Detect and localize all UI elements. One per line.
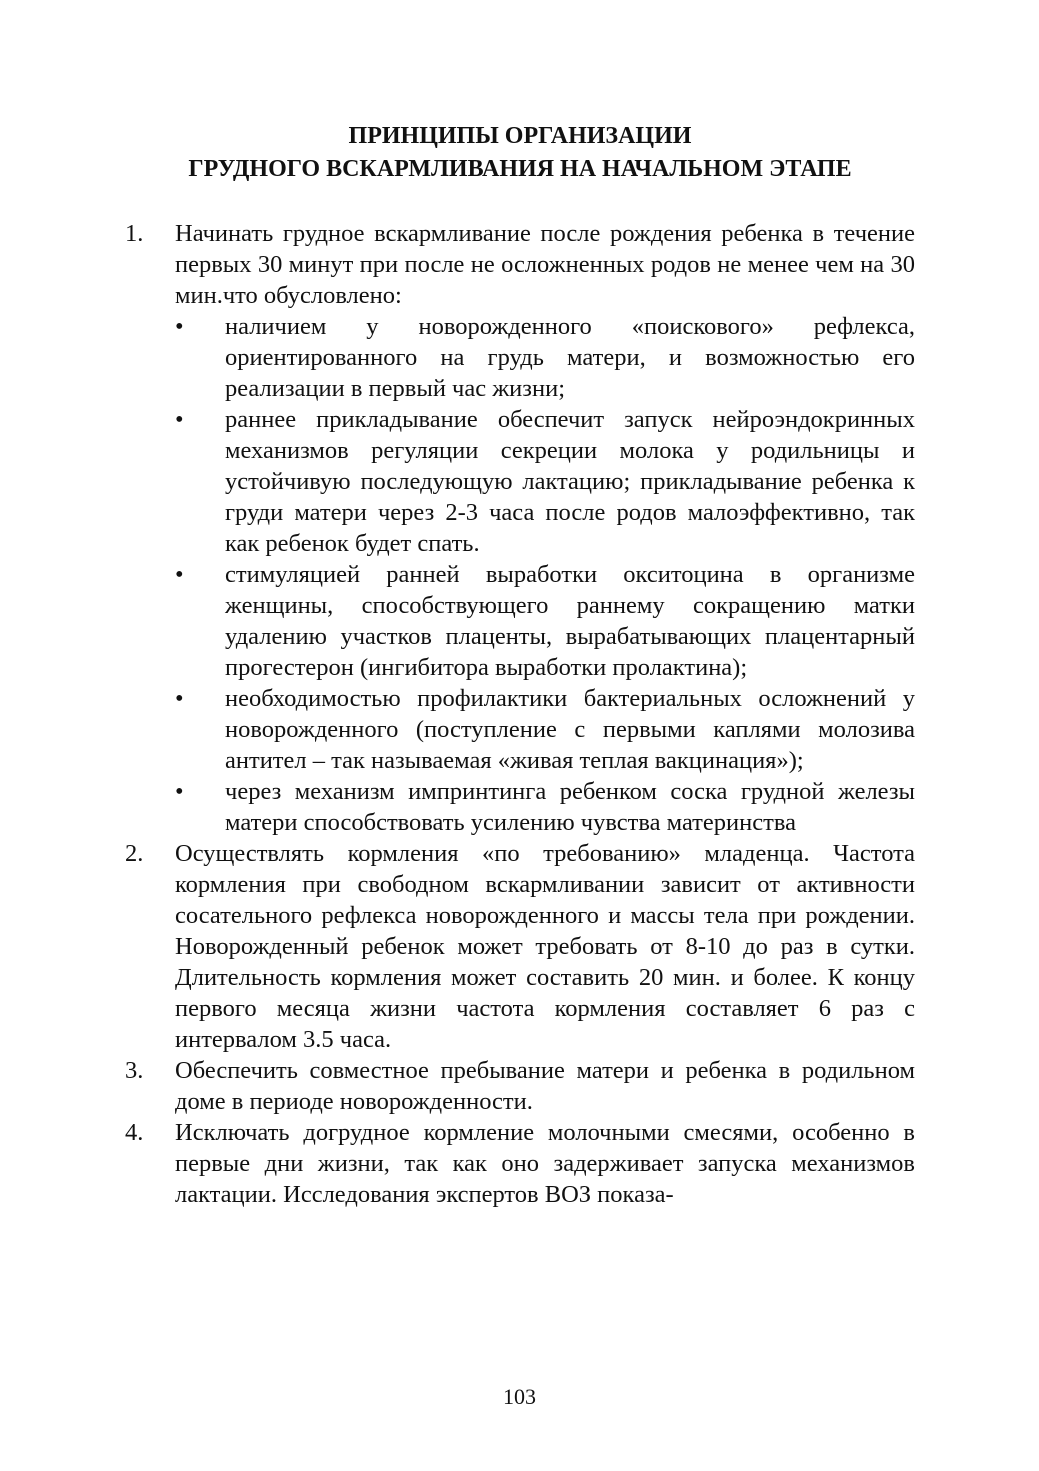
- bullet-item: [175, 683, 915, 776]
- bullet-icon: •: [175, 778, 184, 805]
- item-text: Обеспечить совместное пребывание матери и ребенка в родильном доме в периоде новорожденности.: [175, 1057, 915, 1115]
- bullet-icon: •: [175, 313, 184, 340]
- section-title: [125, 120, 915, 186]
- item-number: 1.: [125, 220, 144, 247]
- item-text: Начинать грудное вскармливание после рождения ребенка в течение первых 30 минут при после не осложненных родов не менее чем на 30 мин.что обусловлено:: [175, 220, 915, 309]
- bullet-text: раннее прикладывание обеспечит запуск нейроэндокринных механизмов регуляции секреции молока у родильницы и устойчивую последующую лактацию; прикладывание ребенка к груди матери через 2-3 часа после родов малоэффективно, так как ребенок будет спать.: [225, 406, 915, 557]
- bullet-text: наличием у новорожденного «поискового» рефлекса, ориентированного на грудь матери, и возможностью его реализации в первый час жизни;: [225, 313, 915, 402]
- bullet-text: стимуляцией ранней выработки окситоцина в организме женщины, способствующего раннему сокращению матки удалению участков плаценты, вырабатывающих плацентарный прогестерон (ингибитора выработки пролактина);: [225, 561, 915, 681]
- bullet-item: [175, 404, 915, 559]
- title-line-2: ГРУДНОГО ВСКАРМЛИВАНИЯ НА НАЧАЛЬНОМ ЭТАПЕ: [188, 156, 852, 182]
- item-number: 4.: [125, 1119, 144, 1146]
- bullet-item: [175, 311, 915, 404]
- list-item: [125, 1117, 915, 1210]
- bullet-item: [175, 776, 915, 838]
- bullet-icon: •: [175, 406, 184, 433]
- page-number: 103: [503, 1384, 536, 1409]
- reasons-list: [175, 311, 915, 838]
- bullet-icon: •: [175, 685, 184, 712]
- title-line-1: ПРИНЦИПЫ ОРГАНИЗАЦИИ: [348, 123, 692, 149]
- page-body: [125, 120, 915, 1210]
- item-number: 3.: [125, 1057, 144, 1084]
- bullet-item: [175, 559, 915, 683]
- list-item: [125, 1055, 915, 1117]
- item-number: 2.: [125, 840, 144, 867]
- bullet-icon: •: [175, 561, 184, 588]
- principles-list: [125, 218, 915, 1210]
- list-item: [125, 838, 915, 1055]
- item-text: Осуществлять кормления «по требованию» младенца. Частота кормления при свободном вскармливании зависит от активности сосательного рефлекса новорожденного и массы тела при рождении. Новорожденный ребенок может требовать от 8-10 до раз в сутки. Длительность кормления может составить 20 мин. и более. К концу первого месяца жизни частота кормления составляет 6 раз с интервалом 3.5 часа.: [175, 840, 915, 1053]
- list-item: [125, 218, 915, 838]
- bullet-text: через механизм импринтинга ребенком соска грудной железы матери способствовать усилению чувства материнства: [225, 778, 915, 836]
- bullet-text: необходимостью профилактики бактериальных осложнений у новорожденного (поступление с первыми каплями молозива антител – так называемая «живая теплая вакцинация»);: [225, 685, 915, 774]
- item-text: Исключать догрудное кормление молочными смесями, особенно в первые дни жизни, так как оно задерживает запуска механизмов лактации. Исследования экспертов ВОЗ показа-: [175, 1119, 915, 1208]
